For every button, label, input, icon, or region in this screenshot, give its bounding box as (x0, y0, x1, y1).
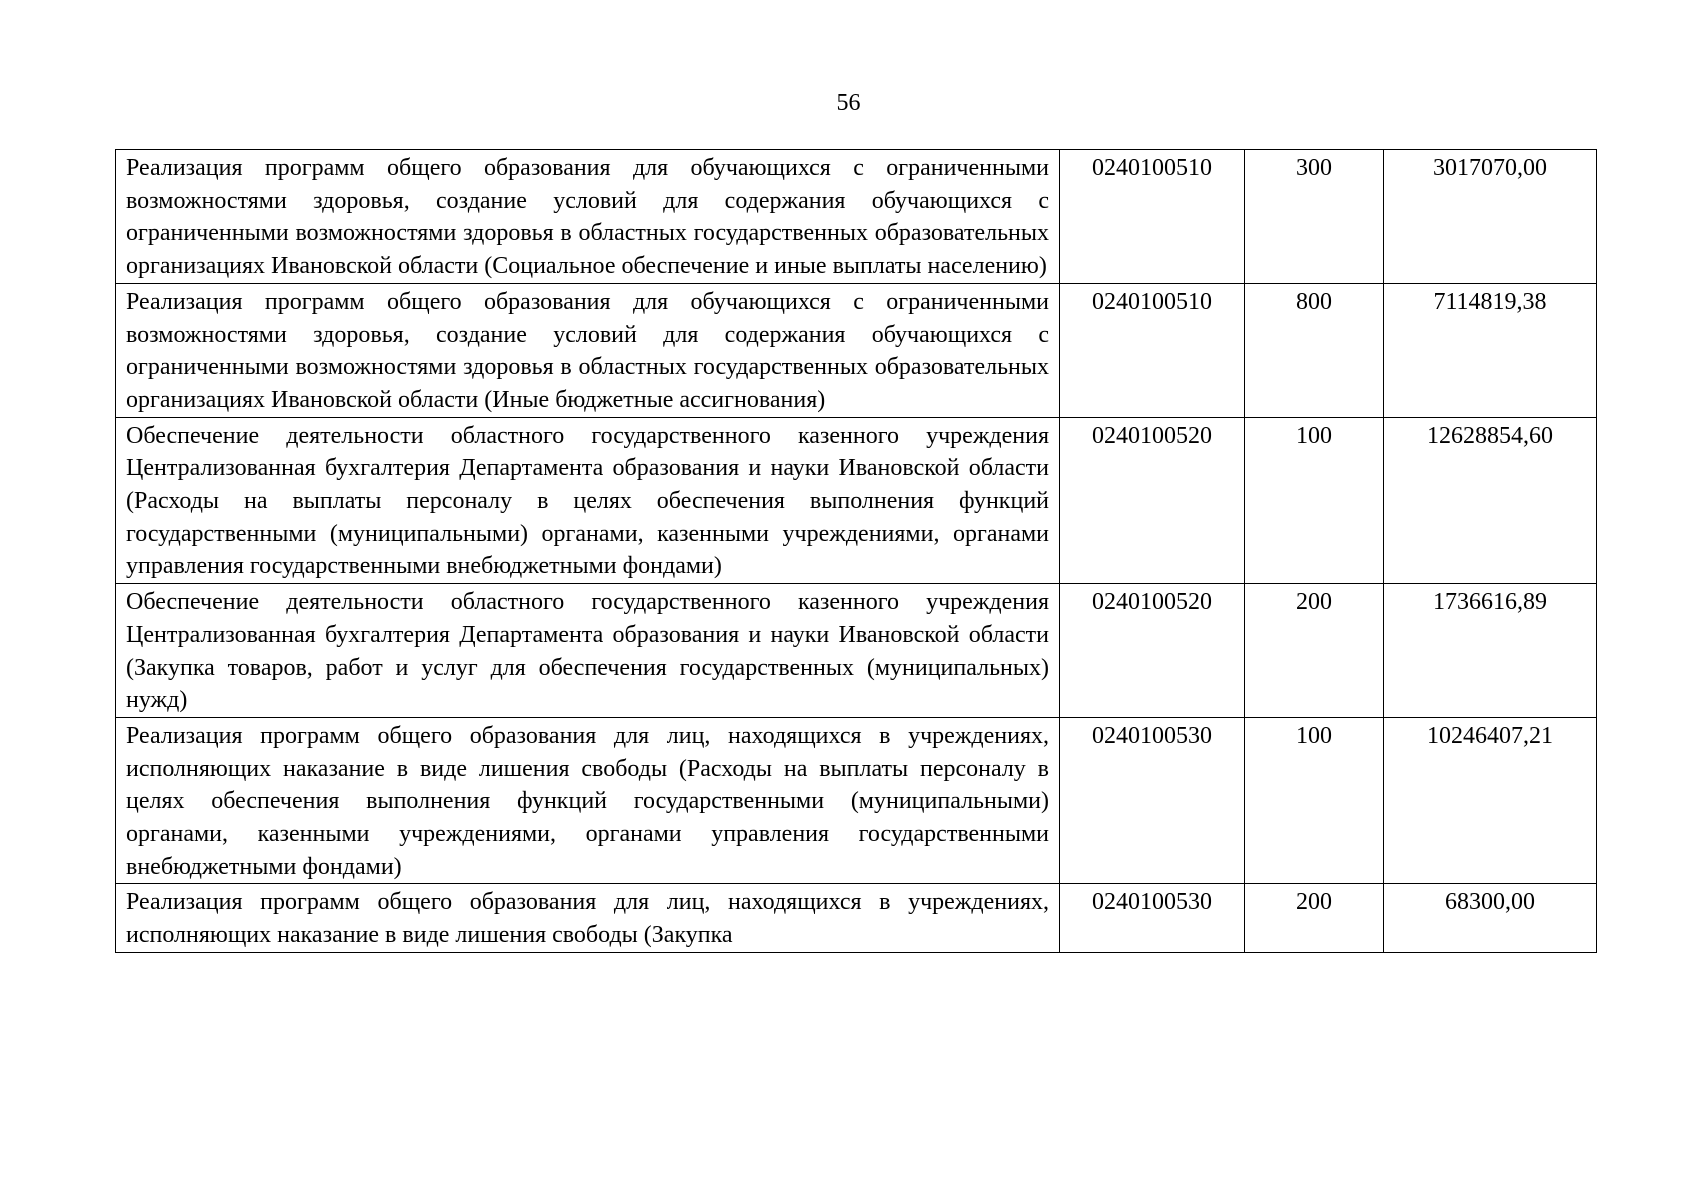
row-target-code: 0240100520 (1060, 417, 1245, 584)
table-row (116, 717, 1597, 884)
row-target-code: 0240100530 (1060, 717, 1245, 884)
table-row (116, 150, 1597, 284)
table-row (116, 884, 1597, 952)
row-amount: 1736616,89 (1384, 584, 1597, 718)
row-amount: 10246407,21 (1384, 717, 1597, 884)
row-expense-type: 300 (1245, 150, 1384, 284)
row-expense-type: 200 (1245, 884, 1384, 952)
row-target-code: 0240100520 (1060, 584, 1245, 718)
row-expense-type: 100 (1245, 417, 1384, 584)
page-number: 56 (836, 90, 861, 116)
table-row (116, 584, 1597, 718)
row-amount: 68300,00 (1384, 884, 1597, 952)
row-target-code: 0240100510 (1060, 150, 1245, 284)
row-expense-type: 800 (1245, 283, 1384, 417)
row-description: Обеспечение деятельности областного государственного казенного учреждения Централизованная бухгалтерия Департамента образования и науки Ивановской области (Закупка товаров, работ и услуг для обеспечения государственных (муниципальных) нужд) (116, 584, 1060, 718)
row-description: Реализация программ общего образования для лиц, находящихся в учреждениях, исполняющих наказание в виде лишения свободы (Расходы на выплаты персоналу в целях обеспечения выполнения функций государственными (муниципальными) органами, казенными учреждениями, органами управления государственными внебюджетными фондами) (116, 717, 1060, 884)
row-target-code: 0240100510 (1060, 283, 1245, 417)
row-amount: 12628854,60 (1384, 417, 1597, 584)
row-expense-type: 100 (1245, 717, 1384, 884)
row-target-code: 0240100530 (1060, 884, 1245, 952)
row-expense-type: 200 (1245, 584, 1384, 718)
row-amount: 7114819,38 (1384, 283, 1597, 417)
table-row (116, 283, 1597, 417)
row-description: Реализация программ общего образования для обучающихся с ограниченными возможностями здоровья, создание условий для содержания обучающихся с ограниченными возможностями здоровья в областных государственных образовательных организациях Ивановской области (Иные бюджетные ассигнования) (116, 283, 1060, 417)
budget-table (115, 149, 1597, 953)
row-description: Обеспечение деятельности областного государственного казенного учреждения Централизованная бухгалтерия Департамента образования и науки Ивановской области (Расходы на выплаты персоналу в целях обеспечения выполнения функций государственными (муниципальными) органами, казенными учреждениями, органами управления государственными внебюджетными фондами) (116, 417, 1060, 584)
table-row (116, 417, 1597, 584)
row-description: Реализация программ общего образования для лиц, находящихся в учреждениях, исполняющих наказание в виде лишения свободы (Закупка (116, 884, 1060, 952)
row-description: Реализация программ общего образования для обучающихся с ограниченными возможностями здоровья, создание условий для содержания обучающихся с ограниченными возможностями здоровья в областных государственных образовательных организациях Ивановской области (Социальное обеспечение и иные выплаты населению) (116, 150, 1060, 284)
row-amount: 3017070,00 (1384, 150, 1597, 284)
